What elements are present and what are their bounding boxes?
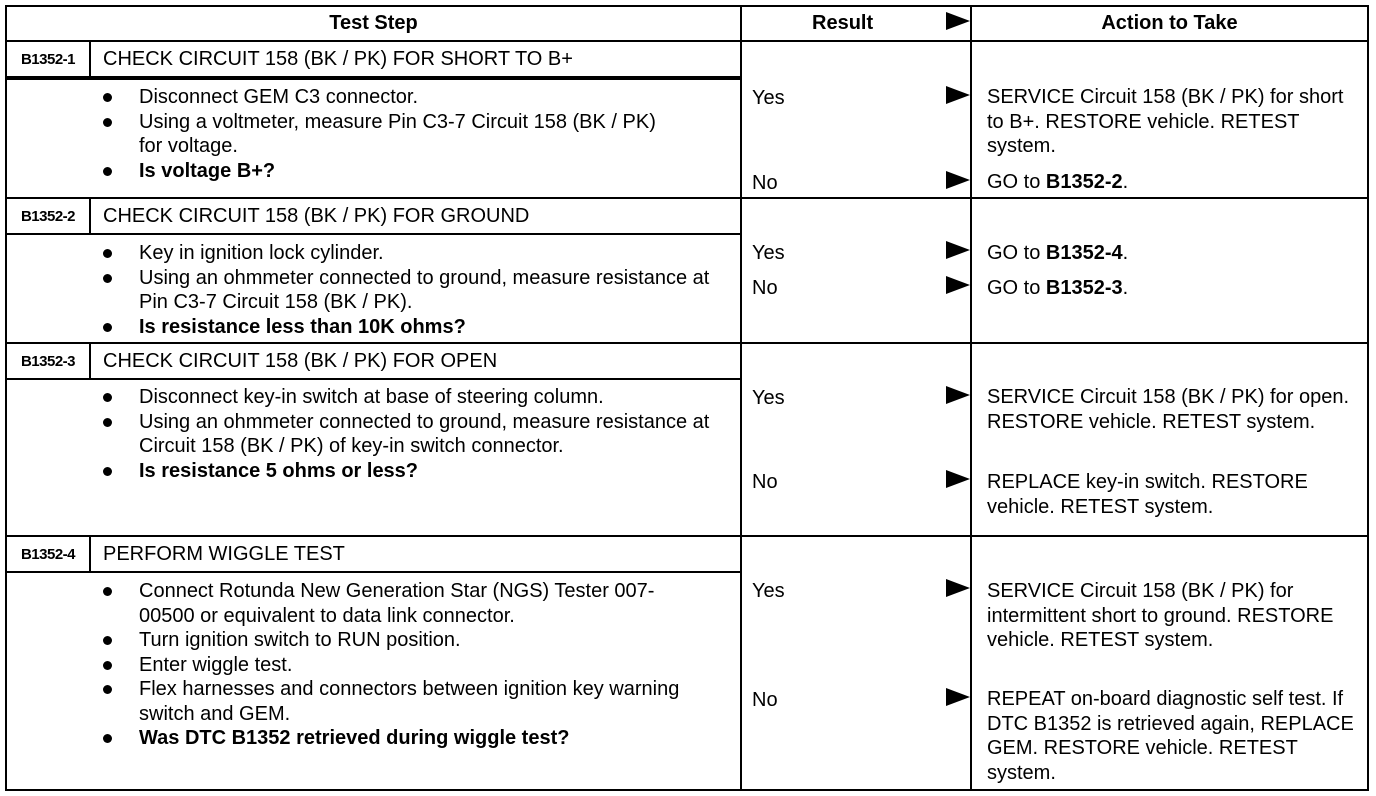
- step-reference: B1352-2: [1045, 171, 1123, 193]
- result-no: No: [752, 172, 778, 194]
- step-id: B1352-1: [7, 42, 91, 78]
- instruction-item: Key in ignition lock cylinder.: [99, 241, 699, 266]
- result-yes: Yes: [752, 87, 785, 109]
- action-no: REPEAT on-board diagnostic self test. If DTC B1352 is retrieved again, REPLACE GEM. RESTORE vehicle. RETEST system.: [987, 688, 1354, 784]
- instruction-item: Using an ohmmeter connected to ground, measure resistance at Circuit 158 (BK / PK) of key-in switch connector.: [99, 410, 739, 459]
- action-text: GO to: [987, 171, 1046, 193]
- arrow-icon: [946, 171, 970, 189]
- instruction-item: Using an ohmmeter connected to ground, measure resistance at Pin C3-7 Circuit 158 (BK / PK).: [99, 266, 739, 315]
- diagnostic-table: [5, 5, 1369, 791]
- step-question: Was DTC B1352 retrieved during wiggle test?: [99, 726, 699, 751]
- arrow-icon: [946, 688, 970, 706]
- step-title: CHECK CIRCUIT 158 (BK / PK) FOR SHORT TO B+: [91, 42, 740, 78]
- step-title-underline: [7, 78, 740, 80]
- arrow-icon: [946, 579, 970, 597]
- header-test-step: Test Step: [7, 7, 740, 42]
- action-yes: SERVICE Circuit 158 (BK / PK) for intermittent short to ground. RESTORE vehicle. RETEST system.: [987, 580, 1334, 651]
- header-result: Result: [742, 7, 970, 42]
- arrow-icon: [946, 276, 970, 294]
- arrow-icon: [946, 86, 970, 104]
- step-title: CHECK CIRCUIT 158 (BK / PK) FOR OPEN: [91, 344, 740, 380]
- instruction-item: Connect Rotunda New Generation Star (NGS) Tester 007-00500 or equivalent to data link connector.: [99, 579, 659, 628]
- step-question: Is voltage B+?: [99, 159, 699, 184]
- step-reference: B1352-3: [1045, 277, 1123, 299]
- action-yes: [987, 241, 1367, 266]
- action-text: GO to: [987, 242, 1046, 264]
- result-yes: Yes: [752, 387, 785, 409]
- result-no: No: [752, 277, 778, 299]
- action-text: .: [1122, 171, 1129, 193]
- action-text: .: [1122, 242, 1129, 264]
- action-no: [987, 170, 1367, 195]
- action-no: [987, 276, 1367, 301]
- result-yes: Yes: [752, 580, 785, 602]
- action-yes: SERVICE Circuit 158 (BK / PK) for short to B+. RESTORE vehicle. RETEST system.: [987, 86, 1344, 157]
- step-question: Is resistance less than 10K ohms?: [99, 315, 699, 340]
- instruction-item: Disconnect key-in switch at base of steering column.: [99, 385, 669, 410]
- arrow-icon: [946, 470, 970, 488]
- instruction-item: Turn ignition switch to RUN position.: [99, 628, 699, 653]
- action-text: .: [1122, 277, 1129, 299]
- action-text: GO to: [987, 277, 1046, 299]
- result-yes: Yes: [752, 242, 785, 264]
- step-title: PERFORM WIGGLE TEST: [91, 537, 740, 573]
- instruction-item: Flex harnesses and connectors between ignition key warning switch and GEM.: [99, 677, 719, 726]
- action-yes: SERVICE Circuit 158 (BK / PK) for open. RESTORE vehicle. RETEST system.: [987, 386, 1350, 433]
- arrow-icon: [946, 386, 970, 404]
- step-question: Is resistance 5 ohms or less?: [99, 459, 699, 484]
- instruction-item: Enter wiggle test.: [99, 653, 699, 678]
- action-no: REPLACE key-in switch. RESTORE vehicle. RETEST system.: [987, 471, 1308, 518]
- arrow-icon: [946, 12, 970, 30]
- instruction-item: Disconnect GEM C3 connector.: [99, 85, 699, 110]
- result-no: No: [752, 471, 778, 493]
- step-reference: B1352-4: [1045, 242, 1123, 264]
- step-instructions: [99, 579, 699, 751]
- instruction-item: Using a voltmeter, measure Pin C3-7 Circuit 158 (BK / PK) for voltage.: [99, 110, 659, 159]
- step-id: B1352-4: [7, 537, 91, 573]
- step-instructions: [99, 85, 699, 183]
- column-divider-1: [740, 7, 742, 789]
- arrow-icon: [946, 241, 970, 259]
- result-no: No: [752, 689, 778, 711]
- step-instructions: [99, 385, 710, 483]
- step-instructions: [99, 241, 710, 339]
- header-action: Action to Take: [972, 7, 1367, 42]
- column-divider-2: [970, 7, 972, 789]
- step-id: B1352-2: [7, 199, 91, 235]
- step-id: B1352-3: [7, 344, 91, 380]
- step-title: CHECK CIRCUIT 158 (BK / PK) FOR GROUND: [91, 199, 740, 235]
